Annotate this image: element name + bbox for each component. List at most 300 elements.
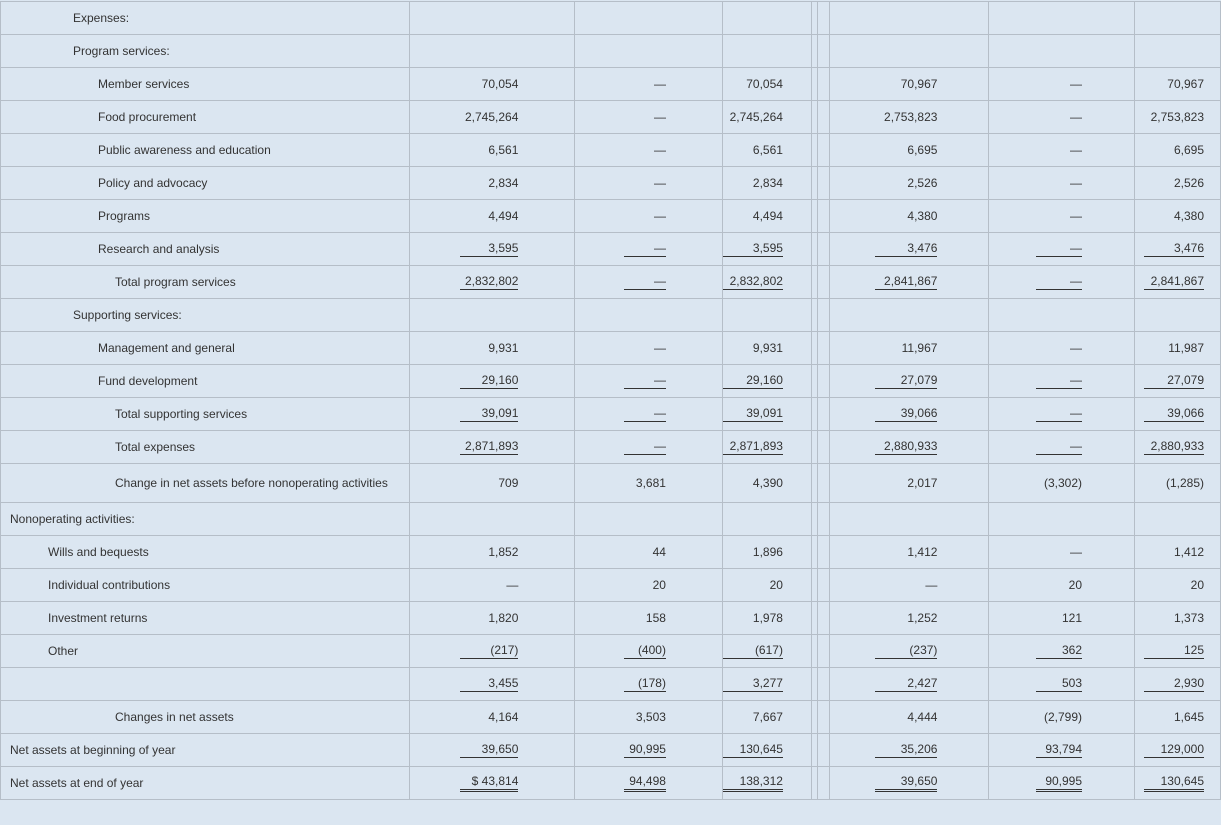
row-label: Fund development (1, 365, 410, 398)
value-cell (1135, 635, 1221, 668)
value-cell (829, 431, 989, 464)
value-cell (575, 398, 723, 431)
value-text: 94,498 (624, 774, 666, 792)
value-cell (989, 602, 1135, 635)
value-cell (722, 35, 811, 68)
value-text: 4,494 (488, 209, 519, 223)
value-cell (989, 536, 1135, 569)
row-label: Total supporting services (1, 398, 410, 431)
value-text: — (1036, 439, 1082, 455)
value-text: 130,645 (723, 742, 783, 758)
table-row (1, 68, 1221, 101)
row-label: Program services: (1, 35, 410, 68)
table-row (1, 431, 1221, 464)
value-text: 6,561 (488, 143, 519, 157)
value-cell (989, 431, 1135, 464)
value-cell (722, 365, 811, 398)
value-text: 39,091 (460, 406, 518, 422)
value-text: 3,277 (723, 676, 783, 692)
value-cell (989, 167, 1135, 200)
value-cell (575, 635, 723, 668)
row-label: Research and analysis (1, 233, 410, 266)
value-cell (1135, 734, 1221, 767)
value-cell (409, 602, 575, 635)
value-cell (722, 2, 811, 35)
row-label: Investment returns (1, 602, 410, 635)
column-separator (817, 332, 829, 365)
value-cell (829, 233, 989, 266)
value-cell (989, 35, 1135, 68)
row-label: Management and general (1, 332, 410, 365)
value-text: (617) (723, 643, 783, 659)
table-row (1, 2, 1221, 35)
value-text: — (1070, 176, 1083, 190)
value-cell (829, 134, 989, 167)
row-label: Net assets at end of year (1, 767, 410, 800)
value-cell (722, 602, 811, 635)
value-cell (409, 134, 575, 167)
row-label: Individual contributions (1, 569, 410, 602)
value-text: 2,427 (875, 676, 937, 692)
column-separator (817, 602, 829, 635)
column-separator (817, 266, 829, 299)
value-cell (829, 2, 989, 35)
value-text: 3,476 (1144, 241, 1204, 257)
value-text: 1,412 (1173, 545, 1204, 559)
value-text: — (1070, 143, 1083, 157)
row-label: Changes in net assets (1, 701, 410, 734)
value-text: — (1070, 209, 1083, 223)
value-text: 70,054 (481, 77, 519, 91)
value-cell (409, 200, 575, 233)
value-cell (575, 668, 723, 701)
value-text: 11,967 (901, 341, 938, 355)
value-text: 27,079 (1144, 373, 1204, 389)
value-cell (409, 536, 575, 569)
table-row (1, 503, 1221, 536)
value-text: 29,160 (460, 373, 518, 389)
value-cell (409, 365, 575, 398)
value-cell (989, 134, 1135, 167)
value-cell (409, 767, 575, 800)
value-cell (1135, 266, 1221, 299)
value-cell (575, 299, 723, 332)
value-text: 44 (652, 545, 666, 559)
value-text: 1,978 (752, 611, 783, 625)
value-cell (722, 233, 811, 266)
column-separator (817, 701, 829, 734)
value-text: — (653, 110, 666, 124)
value-text: 70,967 (900, 77, 938, 91)
value-text: 39,091 (723, 406, 783, 422)
column-separator (817, 365, 829, 398)
value-cell (575, 101, 723, 134)
row-label: Other (1, 635, 410, 668)
value-cell (829, 635, 989, 668)
value-cell (829, 767, 989, 800)
table-row (1, 701, 1221, 734)
financial-statement-table (0, 1, 1221, 800)
table-row (1, 734, 1221, 767)
value-text: 158 (645, 611, 666, 625)
value-cell (409, 464, 575, 503)
value-text: 6,695 (1173, 143, 1204, 157)
value-text: 20 (769, 578, 783, 592)
column-separator (817, 167, 829, 200)
value-text: 6,695 (907, 143, 938, 157)
row-label (1, 668, 410, 701)
value-cell (829, 332, 989, 365)
value-cell (829, 536, 989, 569)
value-cell (829, 266, 989, 299)
value-cell (722, 503, 811, 536)
value-cell (1135, 602, 1221, 635)
value-cell (829, 299, 989, 332)
value-text: 2,841,867 (875, 274, 937, 290)
value-text: 39,066 (1144, 406, 1204, 422)
value-cell (989, 701, 1135, 734)
value-cell (989, 68, 1135, 101)
value-cell (722, 536, 811, 569)
value-text: 3,476 (875, 241, 937, 257)
value-text: — (1036, 241, 1082, 257)
value-cell (575, 35, 723, 68)
table-row (1, 536, 1221, 569)
value-cell (409, 299, 575, 332)
value-text: 1,373 (1173, 611, 1204, 625)
value-text: (3,302) (1043, 476, 1083, 490)
value-text: 4,444 (907, 710, 938, 724)
table-row (1, 200, 1221, 233)
value-text: 2,841,867 (1144, 274, 1204, 290)
value-text: 2,930 (1144, 676, 1204, 692)
value-text: — (653, 341, 666, 355)
value-text: 129,000 (1144, 742, 1204, 758)
value-text: 4,164 (488, 710, 519, 724)
table-row (1, 365, 1221, 398)
value-text: 1,896 (752, 545, 783, 559)
value-text: 2,017 (907, 476, 938, 490)
value-cell (409, 233, 575, 266)
table-row (1, 299, 1221, 332)
value-cell (575, 167, 723, 200)
value-cell (1135, 701, 1221, 734)
value-text: — (1070, 545, 1083, 559)
value-cell (829, 734, 989, 767)
value-cell (989, 233, 1135, 266)
value-text: — (624, 241, 666, 257)
table-row (1, 635, 1221, 668)
value-cell (575, 464, 723, 503)
value-cell (989, 2, 1135, 35)
row-label: Supporting services: (1, 299, 410, 332)
table-row (1, 668, 1221, 701)
value-text: — (624, 406, 666, 422)
value-cell (722, 332, 811, 365)
value-text: — (1070, 77, 1083, 91)
table-row (1, 464, 1221, 503)
value-text: 1,852 (488, 545, 519, 559)
value-cell (989, 635, 1135, 668)
value-cell (829, 167, 989, 200)
column-separator (817, 635, 829, 668)
value-cell (829, 200, 989, 233)
value-text: (217) (460, 643, 518, 659)
value-cell (722, 767, 811, 800)
value-cell (989, 569, 1135, 602)
column-separator (817, 569, 829, 602)
value-text: 125 (1144, 643, 1204, 659)
value-cell (989, 200, 1135, 233)
value-cell (575, 767, 723, 800)
value-text: 3,455 (460, 676, 518, 692)
value-text: 20 (1068, 578, 1083, 592)
value-cell (409, 35, 575, 68)
row-label: Public awareness and education (1, 134, 410, 167)
value-text: 2,745,264 (729, 110, 783, 124)
value-cell (409, 332, 575, 365)
column-separator (817, 68, 829, 101)
value-cell (989, 767, 1135, 800)
value-text: 39,066 (875, 406, 937, 422)
value-text: 138,312 (723, 774, 783, 792)
value-text: 503 (1036, 676, 1082, 692)
value-cell (989, 101, 1135, 134)
row-label: Food procurement (1, 101, 410, 134)
column-separator (817, 101, 829, 134)
column-separator (817, 536, 829, 569)
value-text: 4,380 (1173, 209, 1204, 223)
value-text: 1,412 (907, 545, 938, 559)
row-label: Programs (1, 200, 410, 233)
value-text: 70,054 (746, 77, 783, 91)
value-text: — (1036, 373, 1082, 389)
value-cell (722, 668, 811, 701)
value-cell (575, 266, 723, 299)
value-cell (575, 503, 723, 536)
value-text: — (1070, 341, 1083, 355)
value-text: 1,252 (907, 611, 938, 625)
value-cell (722, 635, 811, 668)
table-row (1, 398, 1221, 431)
value-cell (1135, 398, 1221, 431)
value-text: 2,753,823 (1150, 110, 1204, 124)
value-text: 27,079 (875, 373, 937, 389)
value-cell (722, 200, 811, 233)
value-text: 4,494 (752, 209, 783, 223)
table-row (1, 167, 1221, 200)
value-cell (989, 398, 1135, 431)
value-text: — (653, 176, 666, 190)
value-cell (722, 299, 811, 332)
value-cell (409, 167, 575, 200)
value-text: (1,285) (1165, 476, 1204, 490)
value-cell (409, 398, 575, 431)
value-text: — (624, 439, 666, 455)
value-cell (722, 398, 811, 431)
column-separator (817, 767, 829, 800)
value-cell (575, 536, 723, 569)
value-text: 2,526 (1173, 176, 1204, 190)
column-separator (817, 299, 829, 332)
value-cell (1135, 365, 1221, 398)
value-cell (829, 602, 989, 635)
table-row (1, 266, 1221, 299)
value-cell (989, 668, 1135, 701)
value-cell (1135, 2, 1221, 35)
value-cell (575, 233, 723, 266)
table-row (1, 35, 1221, 68)
value-cell (409, 569, 575, 602)
value-cell (575, 134, 723, 167)
value-text: 35,206 (875, 742, 937, 758)
value-text: 2,834 (488, 176, 519, 190)
value-cell (1135, 536, 1221, 569)
value-text: (237) (875, 643, 937, 659)
value-cell (575, 431, 723, 464)
value-cell (1135, 233, 1221, 266)
value-cell (1135, 299, 1221, 332)
value-text: 29,160 (723, 373, 783, 389)
value-cell (989, 299, 1135, 332)
value-cell (575, 569, 723, 602)
value-text: 39,650 (875, 774, 937, 792)
table-row (1, 233, 1221, 266)
value-text: 2,745,264 (464, 110, 519, 124)
value-text: 4,390 (752, 476, 783, 490)
value-text: 2,871,893 (460, 439, 518, 455)
value-text: 2,871,893 (723, 439, 783, 455)
value-cell (722, 734, 811, 767)
row-label: Wills and bequests (1, 536, 410, 569)
column-separator (817, 200, 829, 233)
value-cell (575, 332, 723, 365)
value-cell (829, 503, 989, 536)
value-cell (575, 602, 723, 635)
value-cell (409, 701, 575, 734)
column-separator (817, 398, 829, 431)
value-cell (722, 464, 811, 503)
value-text: 2,526 (907, 176, 938, 190)
value-cell (829, 668, 989, 701)
value-cell (722, 266, 811, 299)
value-text: 121 (1061, 611, 1083, 625)
row-label: Policy and advocacy (1, 167, 410, 200)
value-cell (575, 200, 723, 233)
value-cell (409, 68, 575, 101)
table-body (1, 2, 1221, 800)
value-cell (722, 167, 811, 200)
value-text: — (1036, 274, 1082, 290)
value-text: — (653, 209, 666, 223)
value-cell (409, 101, 575, 134)
value-cell (409, 734, 575, 767)
table-row (1, 332, 1221, 365)
value-cell (722, 134, 811, 167)
table-row (1, 602, 1221, 635)
column-separator (817, 233, 829, 266)
value-text: 2,880,933 (1144, 439, 1204, 455)
value-text: — (506, 578, 519, 592)
value-text: 70,967 (1167, 77, 1204, 91)
value-cell (722, 569, 811, 602)
value-cell (575, 2, 723, 35)
table-row (1, 134, 1221, 167)
column-separator (817, 35, 829, 68)
table-row (1, 569, 1221, 602)
value-text: 3,681 (635, 476, 666, 490)
value-text: 6,561 (752, 143, 783, 157)
row-label: Net assets at beginning of year (1, 734, 410, 767)
column-separator (817, 503, 829, 536)
value-text: 362 (1036, 643, 1082, 659)
value-cell (1135, 464, 1221, 503)
value-cell (1135, 431, 1221, 464)
table-row (1, 767, 1221, 800)
value-text: 2,880,933 (875, 439, 937, 455)
value-cell (829, 398, 989, 431)
value-text: 3,595 (723, 241, 783, 257)
value-cell (409, 2, 575, 35)
value-cell (722, 68, 811, 101)
value-text: 130,645 (1144, 774, 1204, 792)
column-separator (817, 431, 829, 464)
value-text: 9,931 (488, 341, 519, 355)
value-text: $ 43,814 (460, 774, 518, 792)
value-cell (1135, 35, 1221, 68)
value-cell (989, 734, 1135, 767)
value-cell (1135, 569, 1221, 602)
column-separator (817, 134, 829, 167)
value-text: 3,503 (635, 710, 666, 724)
value-cell (1135, 134, 1221, 167)
value-text: 9,931 (752, 341, 783, 355)
value-cell (1135, 503, 1221, 536)
value-cell (575, 734, 723, 767)
value-text: 4,380 (907, 209, 938, 223)
value-cell (989, 332, 1135, 365)
column-separator (817, 734, 829, 767)
value-cell (409, 668, 575, 701)
value-text: 7,667 (752, 710, 783, 724)
value-text: — (653, 77, 666, 91)
value-text: 2,753,823 (884, 110, 938, 124)
value-cell (575, 365, 723, 398)
value-cell (829, 569, 989, 602)
value-cell (829, 464, 989, 503)
value-text: — (653, 143, 666, 157)
column-separator (817, 464, 829, 503)
value-text: (400) (624, 643, 666, 659)
value-cell (409, 266, 575, 299)
row-label: Member services (1, 68, 410, 101)
value-cell (829, 701, 989, 734)
value-cell (829, 101, 989, 134)
value-cell (989, 464, 1135, 503)
value-text: — (1036, 406, 1082, 422)
value-text: — (1070, 110, 1083, 124)
value-cell (409, 503, 575, 536)
value-text: 709 (498, 476, 519, 490)
row-label: Change in net assets before nonoperating activities (1, 464, 410, 503)
value-text: 2,834 (752, 176, 783, 190)
value-cell (829, 68, 989, 101)
value-cell (1135, 200, 1221, 233)
value-cell (1135, 167, 1221, 200)
row-label: Total expenses (1, 431, 410, 464)
value-text: (2,799) (1043, 710, 1083, 724)
value-cell (1135, 101, 1221, 134)
